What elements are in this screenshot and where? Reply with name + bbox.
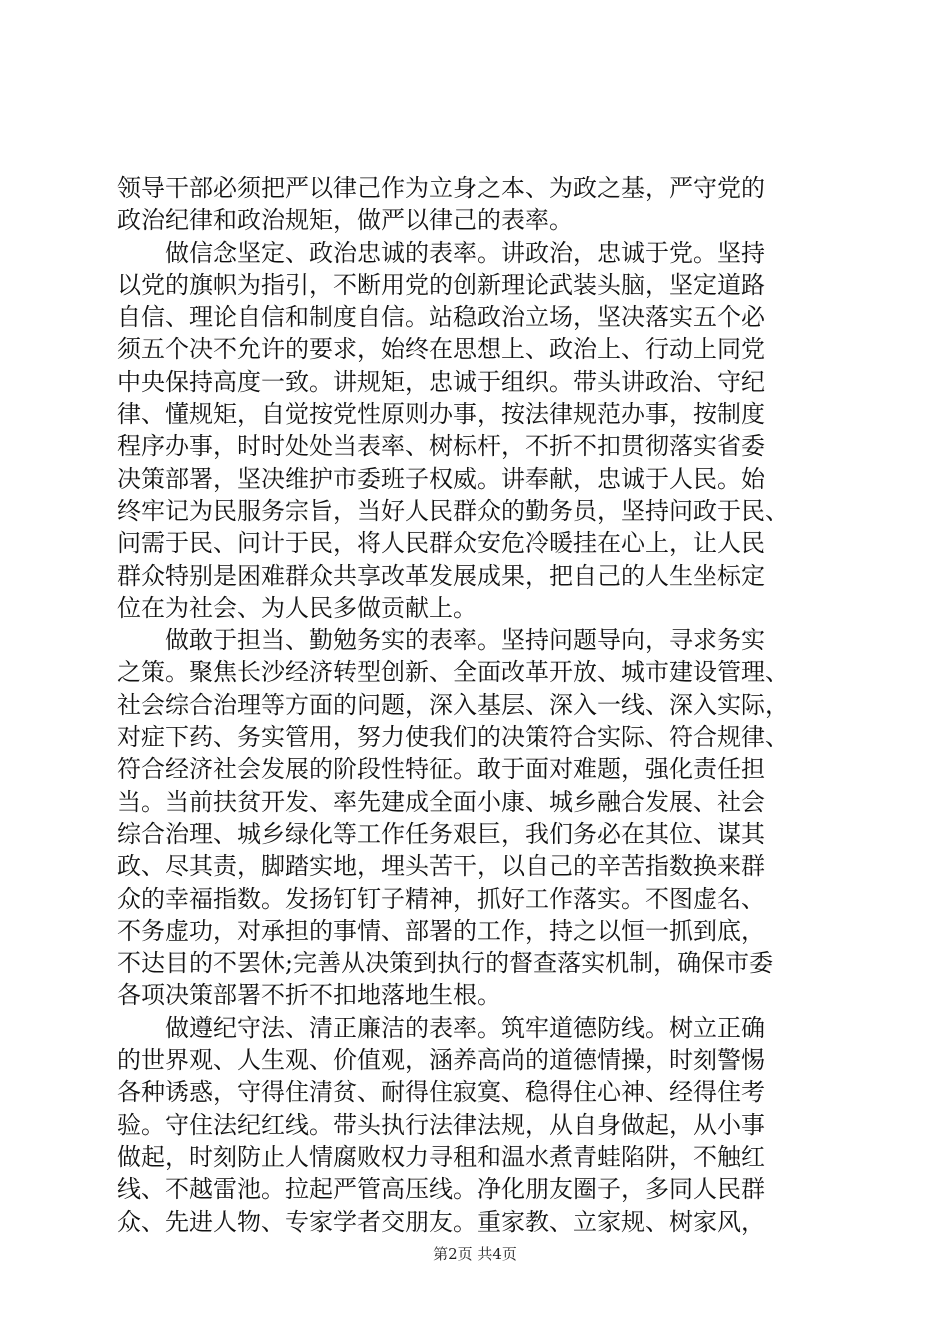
- text-line: 线、不越雷池。拉起严管高压线。净化朋友圈子，多同人民群: [117, 1175, 765, 1204]
- text-line: 符合经济社会发展的阶段性特征。敢于面对难题，强化责任担: [117, 755, 765, 784]
- text-line: 验。守住法纪红线。带头执行法律法规，从自身做起，从小事: [117, 1110, 765, 1139]
- text-line: 律、懂规矩，自觉按党性原则办事，按法律规范办事，按制度: [117, 400, 765, 429]
- text-line: 众的幸福指数。发扬钉钉子精神，抓好工作落实。不图虚名、: [117, 884, 765, 913]
- text-line: 不达目的不罢休;完善从决策到执行的督查落实机制，确保市委: [117, 949, 774, 978]
- text-line: 的世界观、人生观、价值观，涵养高尚的道德情操，时刻警惕: [117, 1046, 765, 1075]
- text-line: 对症下药、务实管用，努力使我们的决策符合实际、符合规律、: [117, 723, 789, 752]
- text-line: 众、先进人物、专家学者交朋友。重家教、立家规、树家风，: [117, 1207, 765, 1236]
- text-line: 做信念坚定、政治忠诚的表率。讲政治，忠诚于党。坚持: [117, 238, 765, 267]
- text-line: 不务虚功，对承担的事情、部署的工作，持之以恒一抓到底，: [117, 916, 765, 945]
- text-line: 决策部署，坚决维护市委班子权威。讲奉献，忠诚于人民。始: [117, 464, 765, 493]
- text-line: 自信、理论自信和制度自信。站稳政治立场，坚决落实五个必: [117, 303, 765, 332]
- text-line: 领导干部必须把严以律己作为立身之本、为政之基，严守党的: [117, 174, 765, 202]
- text-line: 终牢记为民服务宗旨，当好人民群众的勤务员，坚持问政于民、: [117, 496, 789, 525]
- text-line: 当。当前扶贫开发、率先建成全面小康、城乡融合发展、社会: [117, 787, 765, 816]
- text-line: 程序办事，时时处处当表率、树标杆，不折不扣贯彻落实省委: [117, 432, 765, 461]
- text-line: 中央保持高度一致。讲规矩，忠诚于组织。带头讲政治、守纪: [117, 367, 765, 396]
- text-line: 各种诱惑，守得住清贫、耐得住寂寞、稳得住心神、经得住考: [117, 1078, 765, 1107]
- page-number-footer: 第2页 共4页: [433, 1245, 517, 1263]
- text-line: 综合治理、城乡绿化等工作任务艰巨，我们务必在其位、谋其: [117, 819, 765, 848]
- text-line: 各项决策部署不折不扣地落地生根。: [117, 981, 501, 1010]
- text-line: 问需于民、问计于民，将人民群众安危冷暖挂在心上，让人民: [117, 529, 765, 558]
- text-line: 之策。聚焦长沙经济转型创新、全面改革开放、城市建设管理、: [117, 658, 789, 687]
- text-line: 做敢于担当、勤勉务实的表率。坚持问题导向，寻求务实: [117, 626, 765, 655]
- text-line: 做遵纪守法、清正廉洁的表率。筑牢道德防线。树立正确: [117, 1013, 765, 1042]
- text-line: 政、尽其责，脚踏实地，埋头苦干，以自己的辛苦指数换来群: [117, 852, 765, 881]
- text-line: 群众特别是困难群众共享改革发展成果，把自己的人生坐标定: [117, 561, 765, 590]
- text-line: 须五个决不允许的要求，始终在思想上、政治上、行动上同党: [117, 335, 765, 364]
- text-line: 位在为社会、为人民多做贡献上。: [117, 593, 477, 622]
- text-line: 社会综合治理等方面的问题，深入基层、深入一线、深入实际，: [117, 690, 789, 719]
- text-line: 政治纪律和政治规矩，做严以律己的表率。: [117, 206, 573, 235]
- text-line: 以党的旗帜为指引，不断用党的创新理论武装头脑，坚定道路: [117, 270, 765, 299]
- text-line: 做起，时刻防止人情腐败权力寻租和温水煮青蛙陷阱，不触红: [117, 1142, 765, 1171]
- body-text: [117, 172, 837, 1238]
